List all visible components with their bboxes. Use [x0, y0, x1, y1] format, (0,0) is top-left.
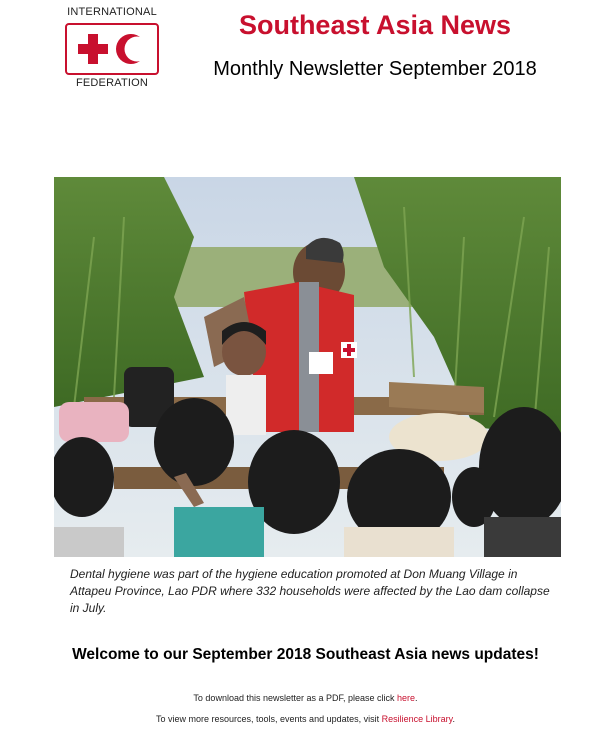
- logo-bottom-text: FEDERATION: [75, 77, 149, 89]
- download-prefix: To download this newsletter as a PDF, please click: [193, 693, 398, 703]
- hero-photo-illustration: [54, 177, 561, 557]
- vest-emblem-icon: [341, 342, 357, 358]
- download-suffix: .: [415, 693, 418, 703]
- resources-suffix: .: [452, 714, 455, 724]
- logo-top-text: INTERNATIONAL: [67, 6, 157, 18]
- hero-photo: [54, 177, 561, 557]
- logo-emblem: [65, 23, 159, 75]
- red-cross-crescent-icon: [67, 25, 157, 73]
- newsletter-subtitle: Monthly Newsletter September 2018: [213, 58, 537, 80]
- newsletter-title: Southeast Asia News: [238, 10, 512, 40]
- resources-prefix: To view more resources, tools, events and updates, visit: [156, 714, 382, 724]
- resources-line: [0, 714, 611, 724]
- welcome-heading: Welcome to our September 2018 Southeast Asia news updates!: [72, 646, 539, 663]
- ifrc-logo: [62, 6, 162, 90]
- resilience-library-link[interactable]: Resilience Library: [381, 714, 453, 724]
- photo-caption: Dental hygiene was part of the hygiene education promoted at Don Muang Village in Attapeu Province, Lao PDR where 332 households were affected by the Lao dam collapse in July.: [70, 567, 550, 615]
- download-line: [0, 693, 611, 703]
- download-pdf-link[interactable]: here: [397, 693, 416, 703]
